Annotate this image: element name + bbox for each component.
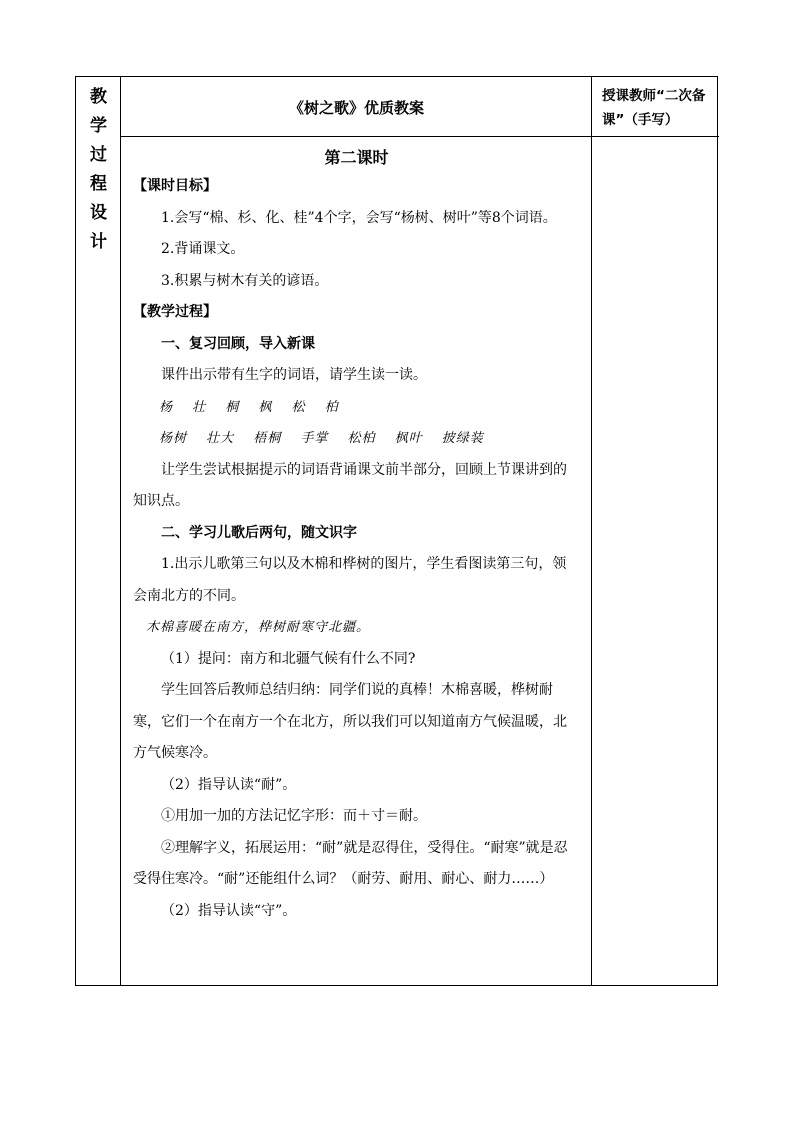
document-title: 《树之歌》优质教案 bbox=[288, 98, 424, 117]
goals-heading: 【课时目标】 bbox=[133, 178, 217, 194]
side-label-char: 计 bbox=[90, 232, 107, 252]
goal-item: 1.会写“棉、杉、化、桂”4个字，会写“杨树、树叶”等8个词语。 bbox=[161, 209, 557, 226]
word-list: 杨树 壮大 梧桐 手掌 松柏 枫叶 披绿装 bbox=[159, 431, 484, 446]
side-label-char: 程 bbox=[90, 174, 107, 194]
section-heading: 二、学习儿歌后两句，随文识字 bbox=[161, 524, 357, 541]
side-label-char: 教 bbox=[90, 87, 107, 107]
paragraph: 1.出示儿歌第三句以及木棉和桦树的图片，学生看图读第三句，领会南北方的不同。 bbox=[133, 556, 567, 604]
side-label-char: 学 bbox=[90, 116, 107, 136]
paragraph: 课件出示带有生字的词语，请学生读一读。 bbox=[161, 367, 427, 383]
section-heading: 一、复习回顾，导入新课 bbox=[161, 335, 315, 352]
poem-line: 木棉喜暖在南方，桦树耐寒守北疆。 bbox=[146, 620, 371, 635]
question: （2）指导认读“耐”。 bbox=[161, 776, 297, 793]
lesson-plan-table bbox=[75, 76, 718, 986]
process-heading: 【教学过程】 bbox=[133, 304, 217, 320]
paragraph: 学生回答后教师总结归纳：同学们说的真棒！木棉喜暖，桦树耐寒，它们一个在南方一个在北方，所以我们可以知道南方气候温暖，北方气候寒冷。 bbox=[133, 682, 567, 761]
sub-item: ②理解字义，拓展运用：“耐”就是忍得住，受得住。“耐寒”就是忍受得住寒冷。“耐”还能组什么词？（耐劳、耐用、耐心、耐力……） bbox=[133, 839, 568, 887]
lesson-content bbox=[121, 137, 592, 927]
character-list: 杨 壮 桐 枫 松 柏 bbox=[159, 399, 339, 415]
goal-item: 3.积累与树木有关的谚语。 bbox=[161, 272, 329, 289]
question: （2）指导认读“守”。 bbox=[161, 902, 297, 919]
question: （1）提问：南方和北疆气候有什么不同? bbox=[161, 650, 416, 667]
lesson-title: 第二课时 bbox=[324, 148, 389, 167]
sub-item: ①用加一加的方法记忆字形：而＋寸＝耐。 bbox=[161, 808, 427, 824]
paragraph: 让学生尝试根据提示的词语背诵课文前半部分，回顾上节课讲到的知识点。 bbox=[133, 461, 567, 509]
goal-item: 2.背诵课文。 bbox=[161, 241, 245, 257]
side-label-teaching-process bbox=[76, 77, 121, 257]
side-label-char: 过 bbox=[90, 145, 107, 165]
side-label-char: 设 bbox=[90, 203, 107, 223]
teacher-note-header: 授课教师“二次备课”（手写） bbox=[602, 88, 706, 128]
